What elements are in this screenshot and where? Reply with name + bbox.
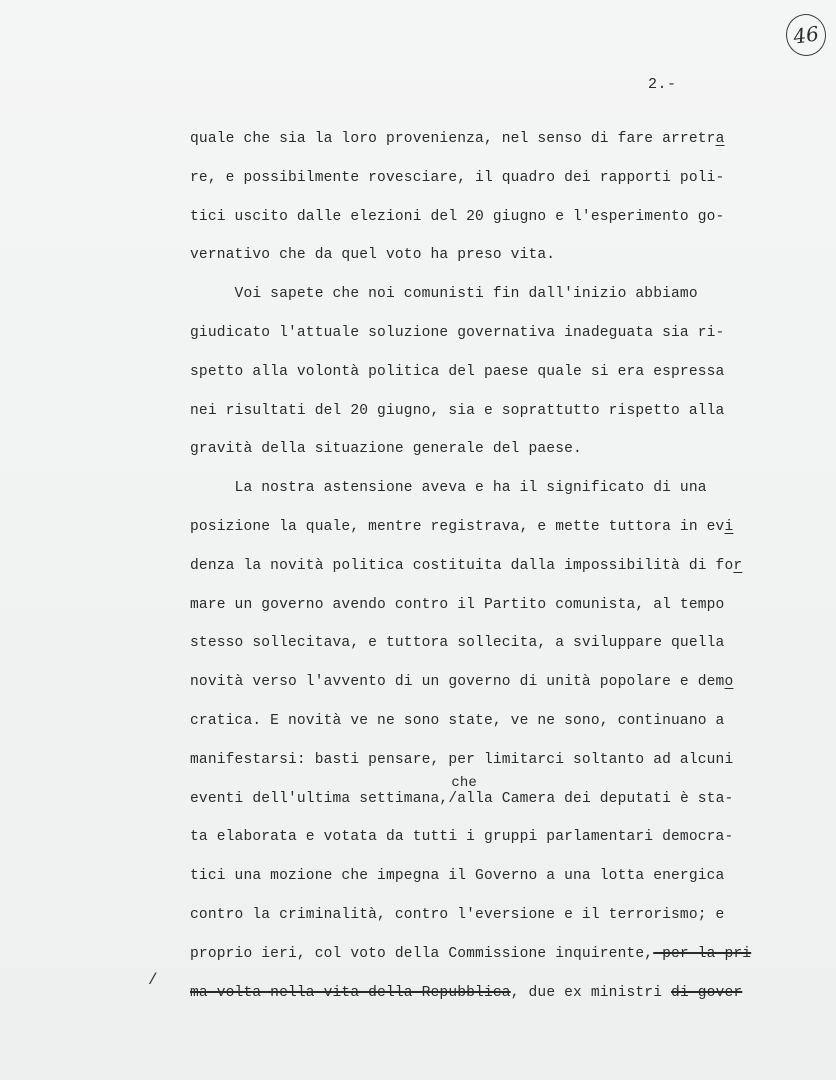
text-line-with-insertion: eventi dell'ultima settimana, che /alla Camera dei deputati è sta-: [190, 774, 734, 807]
archive-page-stamp: [783, 11, 828, 58]
text-line: cratica. E novità ve ne sono state, ve ne sono, continuano a: [190, 712, 725, 729]
inserted-word: che: [451, 774, 477, 791]
text-line: gravità della situazione generale del paese.: [190, 441, 582, 458]
insertion-caret: /: [448, 790, 458, 807]
page-number: 2.-: [648, 76, 677, 93]
margin-correction-mark: /: [148, 971, 158, 989]
struck-through-text: per la pri: [653, 945, 752, 962]
text-line: mare un governo avendo contro il Partito comunista, al tempo: [190, 596, 725, 613]
typewritten-body: [190, 120, 800, 1012]
text-line-with-deletion: proprio ieri, col voto della Commissione inquirente, per la pri: [190, 945, 752, 962]
text-line: novità verso l'avvento di un governo di unità popolare e demo: [190, 674, 734, 691]
text-line: stesso sollecitava, e tuttora sollecita, a sviluppare quella: [190, 635, 725, 652]
text-line: tici uscito dalle elezioni del 20 giugno e l'esperimento go-: [190, 208, 725, 225]
text-line: manifestarsi: basti pensare, per limitarci soltanto ad alcuni: [190, 751, 734, 768]
struck-through-text: di gover: [671, 984, 743, 1001]
text-line: tici una mozione che impegna il Governo a una lotta energica: [190, 868, 725, 885]
text-line: posizione la quale, mentre registrava, e mette tuttora in evi: [190, 518, 734, 535]
paragraph-start-line: La nostra astensione aveva e ha il significato di una: [190, 480, 707, 497]
text-line: nei risultati del 20 giugno, sia e soprattutto rispetto alla: [190, 402, 725, 419]
text-line: quale che sia la loro provenienza, nel senso di fare arretra: [190, 131, 725, 147]
text-line: vernativo che da quel voto ha preso vita.: [190, 247, 556, 264]
text-line: spetto alla volontà politica del paese quale si era espressa: [190, 363, 725, 380]
handwritten-insertion: [448, 774, 477, 807]
text-line: contro la criminalità, contro l'eversione e il terrorismo; e: [190, 906, 725, 923]
text-line: giudicato l'attuale soluzione governativa inadeguata sia ri-: [190, 324, 725, 341]
text-line: re, e possibilmente rovesciare, il quadro dei rapporti poli-: [190, 169, 725, 186]
archive-page-stamp-number: 46: [791, 21, 821, 49]
paragraph-start-line: Voi sapete che noi comunisti fin dall'inizio abbiamo: [190, 286, 698, 303]
text-line-with-deletion: ma volta nella vita della Repubblica, due ex ministri di gover: [190, 984, 743, 1001]
struck-through-text: ma volta nella vita della Repubblica: [190, 984, 511, 1001]
text-line: ta elaborata e votata da tutti i gruppi parlamentari democra-: [190, 829, 734, 846]
text-line: denza la novità politica costituita dalla impossibilità di for: [190, 557, 743, 574]
